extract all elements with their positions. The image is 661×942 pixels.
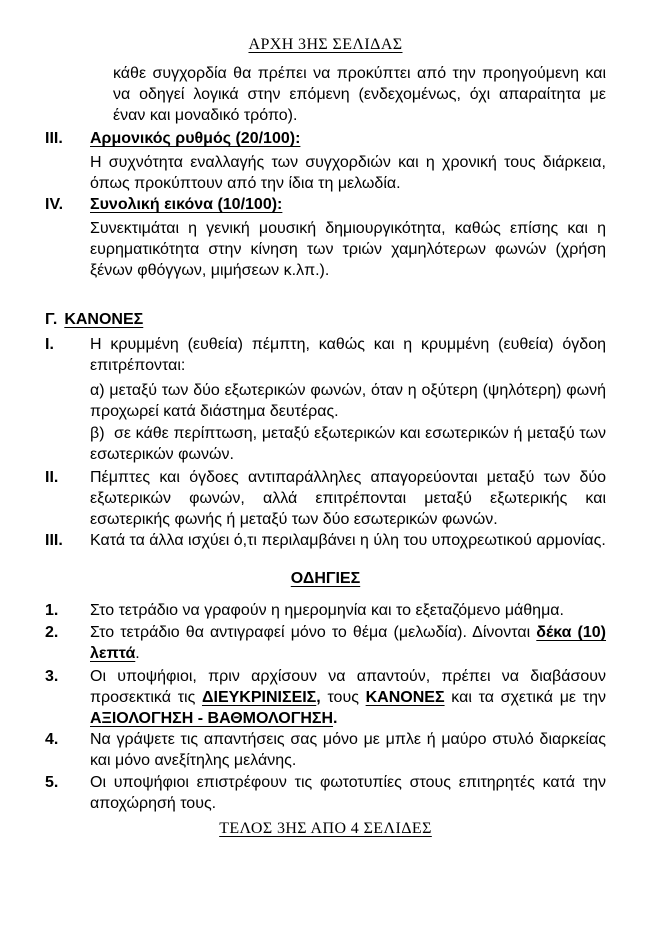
instruction-item-5 [45, 772, 606, 814]
criterion-item-iv [45, 194, 606, 281]
instruction-text: Στο τετράδιο θα αντιγραφεί μόνο το θέμα (μελωδία). Δίνονται δέκα (10) λεπτά. [90, 624, 607, 662]
criterion-number: IV. [45, 196, 64, 213]
instruction-text: Οι υποψήφιοι, πριν αρχίσουν να απαντούν, πρέπει να διαβάσουν προσεκτικά τις ΔΙΕΥΚΡΙΝΙΣΕΙΣ, τους ΚΑΝΟΝΕΣ και τα σχετικά με την ΑΞΙΟΛΟΓΗΣΗ - ΒΑΘΜΟΛΟΓΗΣΗ. [90, 668, 607, 727]
criterion-item-iii [45, 128, 606, 194]
instruction-item-3 [45, 666, 606, 729]
instruction-number: 1. [45, 602, 59, 619]
rules-section-title: ΚΑΝΟΝΕΣ [64, 311, 144, 328]
emphasized-text: ΚΑΝΟΝΕΣ [365, 689, 445, 706]
criterion-heading: Συνολική εικόνα (10/100): [90, 196, 283, 213]
rule-subitem-b: β) σε κάθε περίπτωση, μεταξύ εξωτερικών και εσωτερικών ή μεταξύ των εσωτερικών φωνών. [90, 425, 606, 463]
rule-subitem-a: α) μεταξύ των δύο εξωτερικών φωνών, όταν η οξύτερη (ψηλότερη) φωνή προχωρεί κατά διάστημα δευτέρας. [90, 382, 606, 420]
rule-item-iii [45, 530, 606, 551]
rule-number: II. [45, 469, 59, 486]
continuation-paragraph: κάθε συγχορδία θα πρέπει να προκύπτει από την προηγούμενη και να οδηγεί λογικά στην επόμενη (ενδεχομένως, όχι απαραίτητα με έναν και μοναδικό τρόπο). [113, 65, 606, 124]
instruction-number: 5. [45, 774, 59, 791]
page-header: ΑΡΧΗ 3ΗΣ ΣΕΛΙΔΑΣ [248, 36, 403, 53]
rules-section-heading [45, 309, 606, 330]
rule-number: III. [45, 532, 63, 549]
criterion-heading: Αρμονικός ρυθμός (20/100): [90, 130, 301, 147]
emphasized-text: ΑΞΙΟΛΟΓΗΣΗ - ΒΑΘΜΟΛΟΓΗΣΗ [90, 710, 334, 727]
instruction-number: 2. [45, 624, 59, 641]
emphasized-text: ΔΙΕΥΚΡΙΝΙΣΕΙΣ [202, 689, 317, 706]
rule-text: Η κρυμμένη (ευθεία) πέμπτη, καθώς και η κρυμμένη (ευθεία) όγδοη επιτρέπονται: [90, 336, 606, 374]
criterion-number: III. [45, 130, 63, 147]
criterion-body: Η συχνότητα εναλλαγής των συγχορδιών και η χρονική τους διάρκεια, όπως προκύπτουν από την ίδια τη μελωδία. [90, 154, 606, 192]
rule-text: Πέμπτες και όγδοες αντιπαράλληλες απαγορεύονται μεταξύ των δύο εξωτερικών φωνών, αλλά επιτρέπονται μεταξύ εξωτερικής και εσωτερικής φωνής ή μεταξύ των δύο εσωτερικών φωνών. [90, 469, 606, 528]
rule-text: Κατά τα άλλα ισχύει ό,τι περιλαμβάνει η ύλη του υποχρεωτικού αρμονίας. [90, 532, 606, 549]
rules-section-label: Γ. [45, 311, 58, 328]
instruction-text: Να γράψετε τις απαντήσεις σας μόνο με μπλε ή μαύρο στυλό διαρκείας και μόνο ανεξίτηλης μελάνης. [90, 731, 606, 769]
rule-item-ii [45, 467, 606, 530]
instruction-item-1 [45, 600, 606, 621]
instructions-title: ΟΔΗΓΙΕΣ [290, 570, 361, 587]
instruction-item-4 [45, 729, 606, 771]
instruction-number: 3. [45, 668, 59, 685]
rule-number: I. [45, 336, 54, 353]
rule-item-i [45, 334, 606, 465]
emphasized-text: δέκα (10) λεπτά [90, 624, 607, 662]
page-footer: ΤΕΛΟΣ 3ΗΣ ΑΠΟ 4 ΣΕΛΙΔΕΣ [219, 820, 432, 837]
instruction-text: Στο τετράδιο να γραφούν η ημερομηνία και το εξεταζόμενο μάθημα. [90, 602, 564, 619]
instruction-item-2 [45, 622, 606, 664]
instruction-number: 4. [45, 731, 59, 748]
criterion-body: Συνεκτιμάται η γενική μουσική δημιουργικότητα, καθώς επίσης και η ευρηματικότητα στην κίνηση των τριών χαμηλότερων φωνών (χρήση ξένων φθόγγων, μιμήσεων κ.λπ.). [90, 220, 606, 279]
instruction-text: Οι υποψήφιοι επιστρέφουν τις φωτοτυπίες στους επιτηρητές κατά την αποχώρησή τους. [90, 774, 606, 812]
